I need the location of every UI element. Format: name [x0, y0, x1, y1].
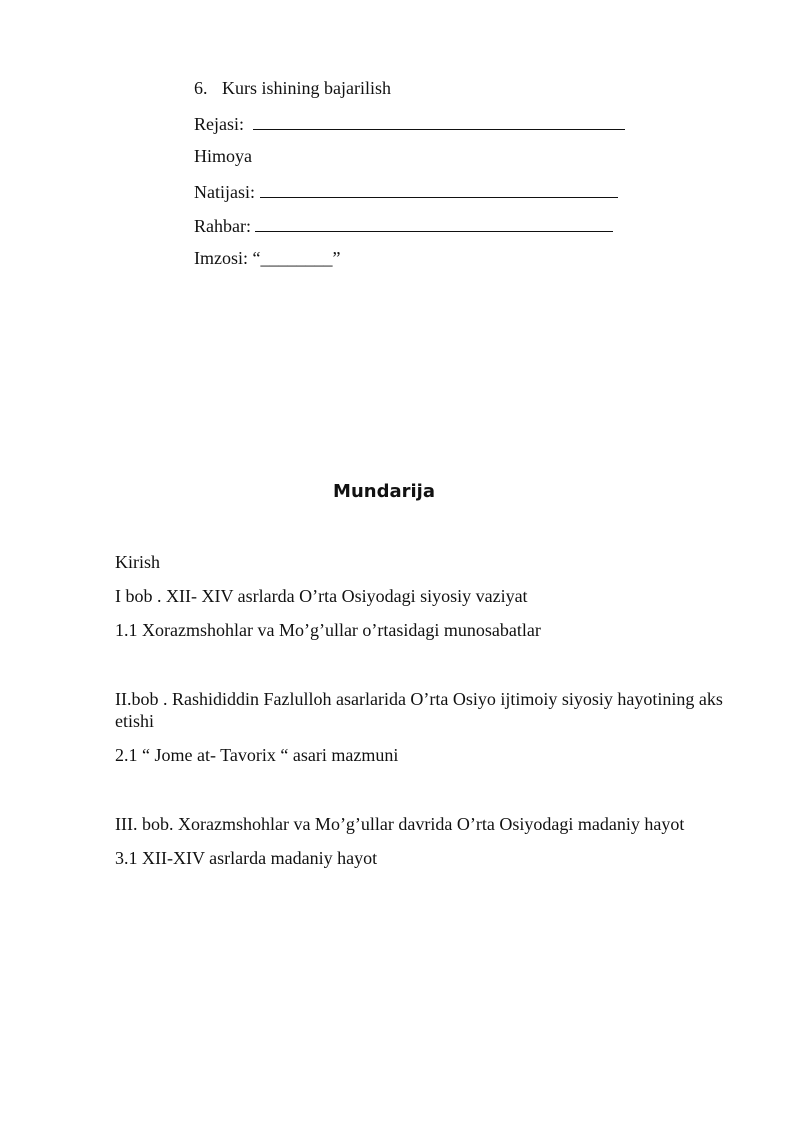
toc-entry-chapter-2: II.bob . Rashididdin Fazlulloh asarlarida O’rta Osiyo ijtimoiy siyosiy hayotining aks etishi — [115, 689, 723, 731]
toc-entry-chapter-1: I bob . XII- XIV asrlarda O’rta Osiyodagi siyosiy vaziyat — [115, 586, 528, 606]
rejasi-label: Rejasi: — [194, 114, 244, 134]
toc-title: Mundarija — [333, 481, 435, 502]
toc-entry-section-1-1: 1.1 Xorazmshohlar va Mo’g’ullar o’rtasidagi munosabatlar — [115, 620, 541, 640]
toc-entry-section-2-1: 2.1 “ Jome at- Tavorix “ asari mazmuni — [115, 745, 399, 765]
toc-entry-section-3-1: 3.1 XII-XIV asrlarda madaniy hayot — [115, 848, 378, 868]
toc-entry-intro: Kirish — [115, 552, 160, 572]
rejasi-line — [194, 111, 625, 135]
himoya-label: Himoya — [194, 146, 252, 166]
item-number: 6. — [194, 78, 208, 98]
rahbar-label: Rahbar: — [194, 216, 251, 236]
rejasi-blank — [253, 111, 625, 130]
item-text: Kurs ishining bajarilish — [222, 78, 391, 98]
form-item-6 — [194, 77, 391, 99]
imzosi-line: Imzosi: “________” — [194, 248, 341, 268]
natijasi-label: Natijasi: — [194, 182, 255, 202]
natijasi-blank — [260, 179, 618, 198]
rahbar-blank — [255, 213, 613, 232]
natijasi-line — [194, 179, 618, 203]
rahbar-line — [194, 213, 613, 237]
toc-entry-chapter-3: III. bob. Xorazmshohlar va Mo’g’ullar davrida O’rta Osiyodagi madaniy hayot — [115, 814, 685, 834]
